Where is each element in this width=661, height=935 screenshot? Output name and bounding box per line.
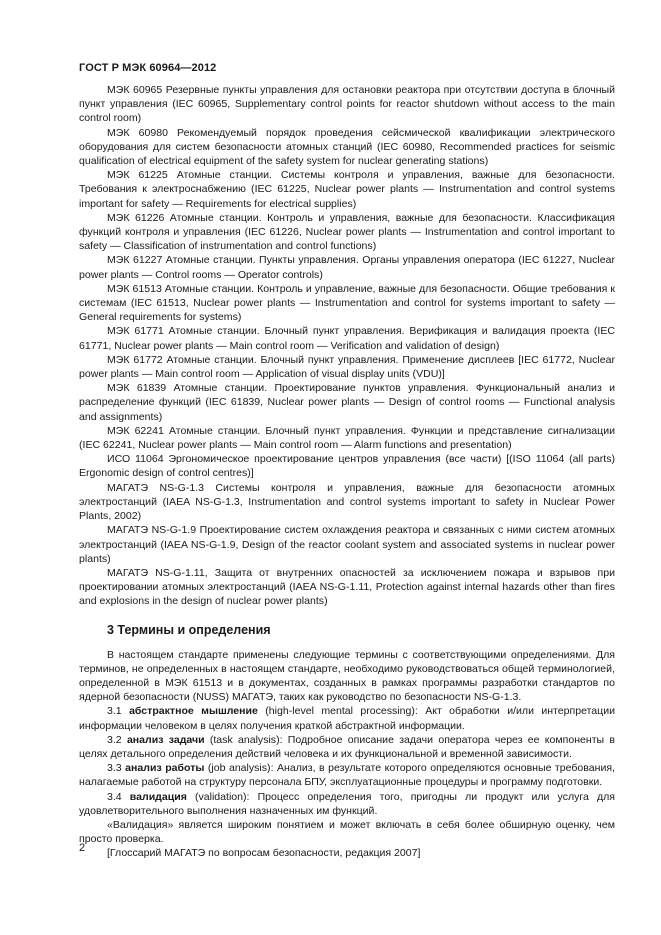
term-3-4: [79, 790, 615, 818]
term-3-3: [79, 761, 615, 789]
reference-iec-61839: МЭК 61839 Атомные станции. Проектирование пунктов управления. Функциональный анализ и распределение функций (IEC 61839, Nuclear power plants — Design of control rooms — Functional analysis and assignments): [79, 382, 615, 423]
term-name: валидация: [129, 790, 187, 803]
term-definition: (job analysis): Анализ, в результате которого определяются основные требования, налагаемые работой на структуру персонала БПУ, эксплуатационные процедуры и программу подготовки.: [79, 762, 615, 789]
reference-iec-62241: МЭК 62241 Атомные станции. Блочный пункт управления. Функции и представление сигнализации (IEC 62241, Nuclear power plants — Main control room — Alarm functions and presentation): [79, 424, 615, 452]
references-list: [79, 83, 615, 609]
reference-iec-61771: МЭК 61771 Атомные станции. Блочный пункт управления. Верификация и валидация проекта (IEC 61771, Nuclear power plants — Main control room — Verification and validation of design): [79, 325, 615, 352]
page-content: [79, 83, 615, 861]
term-definition: (high-level mental processing): Акт обработки и/или интерпретации информации человеком в целях получения краткой абстрактной информации.: [79, 705, 615, 732]
reference-iec-61225: МЭК 61225 Атомные станции. Системы контроля и управления, важные для безопасности. Требования к электроснабжению (IEC 61225, Nuclear power plants — Instrumentation and control systems important for safety — Requirements for electrical supplies): [79, 169, 615, 210]
section-intro: В настоящем стандарте применены следующие термины с соответствующими определениями. Для терминов, не определенных в настоящем стандарте, необходимо руководствоваться общей терминологией, определенной в МЭК 61513 и в документах, созданных в рамках программы разработки стандартов по ядерной безопасности (NUSS) МАГАТЭ, таких как руководство по безопасности NS-G-1.3.: [79, 648, 615, 704]
reference-iec-60965: МЭК 60965 Резервные пункты управления для остановки реактора при отсутствии доступа в блочный пункт управления (IEC 60965, Supplementary control points for reactor shutdown without access to the main control room): [79, 84, 615, 125]
term-3-2: [79, 733, 615, 761]
term-number: 3.3: [107, 762, 122, 775]
validation-note: «Валидация» является широким понятием и может включать в себя более обширную оценку, чем просто проверка.: [79, 818, 615, 846]
reference-iec-61513: МЭК 61513 Атомные станции. Контроль и управление, важные для безопасности. Общие требования к системам (IEC 61513, Nuclear power plants — Instrumentation and control for systems important to safety — General requirements for systems): [79, 282, 615, 324]
reference-iaea-ns-g-1-9: МАГАТЭ NS-G-1.9 Проектирование систем охлаждения реактора и связанных с ними систем атомных электростанций (IAEA NS-G-1.9, Design of the reactor coolant system and associated systems in nuclear power plants): [79, 524, 615, 565]
reference-iso-11064: ИСО 11064 Эргономическое проектирование центров управления (все части) [(ISO 11064 (all parts) Ergonomic design of control centres)]: [79, 453, 615, 480]
reference-iaea-ns-g-1-3: МАГАТЭ NS-G-1.3 Системы контроля и управления, важные для безопасности атомных электростанций (IAEA NS-G-1.3, Instrumentation and control systems important to safety in Nuclear Power Plants, 2002): [79, 481, 615, 523]
term-3-1: [79, 704, 615, 732]
term-definition: (task analysis): Подробное описание задачи оператора через ее компоненты в целях детального определения действий человека и их функциональной и временной зависимости.: [79, 733, 615, 760]
glossary-reference: [Глоссарий МАГАТЭ по вопросам безопасности, редакция 2007]: [107, 847, 421, 860]
term-name: анализ задачи: [126, 733, 205, 746]
reference-iec-61226: МЭК 61226 Атомные станции. Контроль и управления, важные для безопасности. Классификация функций контроля и управления (IEC 61226, Nuclear power plants — Instrumentation and control important to safety — Classification of instrumentation and control functions): [79, 211, 615, 253]
term-name: анализ работы: [125, 762, 205, 775]
reference-iec-61227: МЭК 61227 Атомные станции. Пункты управления. Органы управления оператора (IEC 61227, Nuclear power plants — Control rooms — Operator controls): [79, 254, 615, 281]
reference-iec-60980: МЭК 60980 Рекомендуемый порядок проведения сейсмической квалификации электрического оборудования для систем безопасности атомных станций (IEC 60980, Recommended practices for seismic qualification of electrical equipment of the safety system for nuclear generating stations): [79, 126, 615, 168]
reference-iaea-ns-g-1-11: МАГАТЭ NS-G-1.11, Защита от внутренних опасностей за исключением пожара и взрывов при проектировании атомных электростанций (IAEA NS-G-1.11, Protection against internal hazards other than fires and explosions in the design of nuclear power plants): [79, 566, 615, 608]
reference-iec-61772: МЭК 61772 Атомные станции. Блочный пункт управления. Применение дисплеев [IEC 61772, Nuclear power plants — Main control room — Application of visual display units (VDU)]: [79, 353, 615, 381]
term-definition: (validation): Процесс определения того, пригодны ли продукт или услуга для удовлетворительного выполнения назначенных им функций.: [79, 790, 615, 817]
term-name: абстрактное мышление: [129, 705, 258, 718]
term-number: 3.1: [107, 705, 122, 718]
page-number: 2: [79, 842, 86, 854]
term-number: 3.2: [107, 733, 122, 746]
document-header: ГОСТ Р МЭК 60964—2012: [79, 62, 217, 74]
term-number: 3.4: [107, 790, 122, 803]
section-title: 3 Термины и определения: [107, 622, 271, 637]
